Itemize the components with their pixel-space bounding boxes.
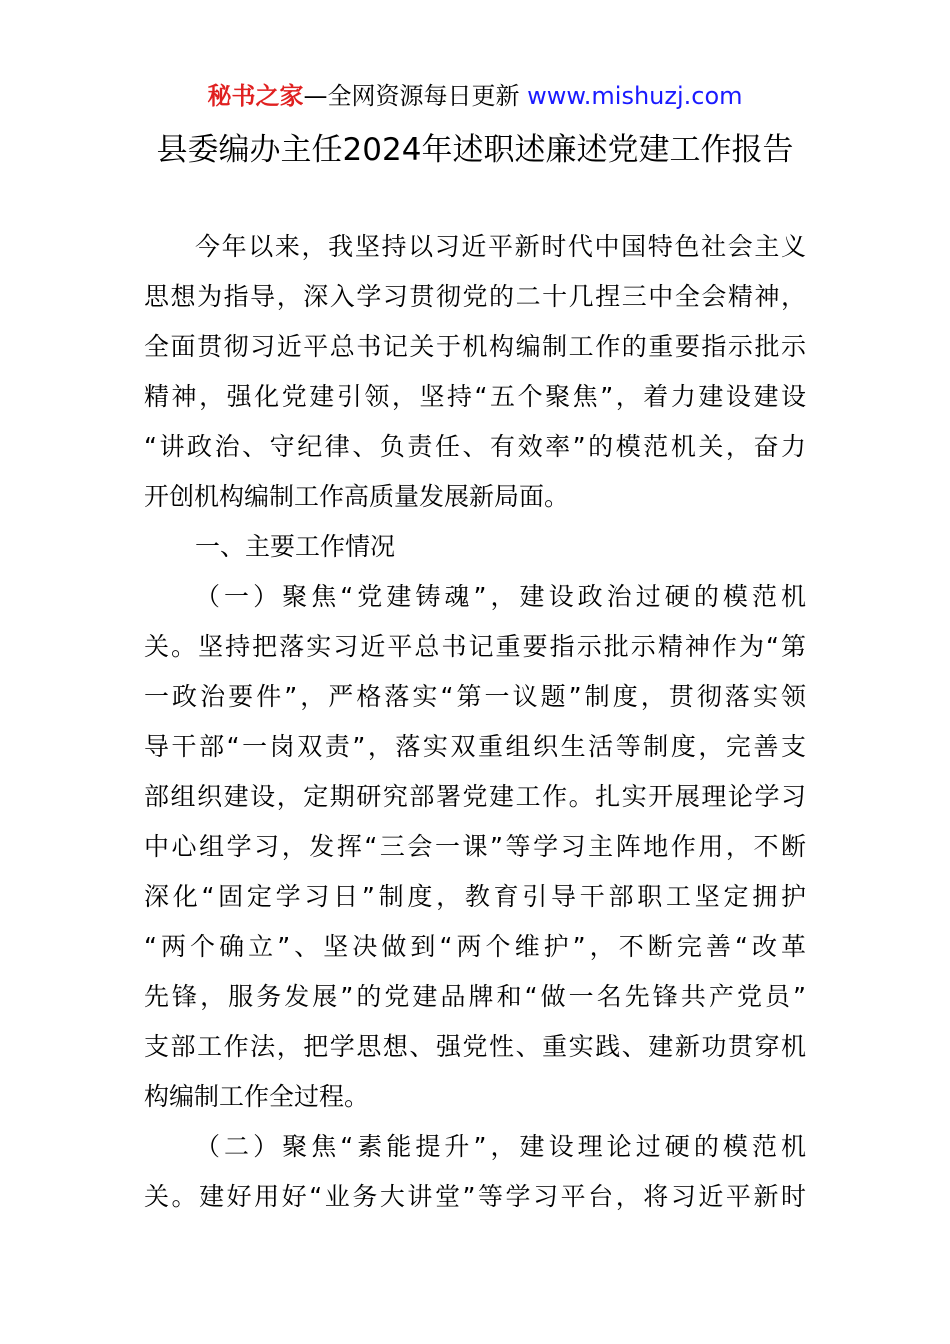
body-text-line: 全面贯彻习近平总书记关于机构编制工作的重要指示批示 [144, 332, 806, 361]
banner-tagline: —全网资源每日更新 [303, 82, 520, 110]
body-text-line: “讲政治、守纪律、负责任、有效率”的模范机关，奋力 [144, 432, 806, 461]
body-text-line: 一、主要工作情况 [195, 532, 396, 561]
document-title: 县委编办主任2024年述职述廉述党建工作报告 [156, 132, 794, 168]
site-url-link[interactable]: www.mishuzj.com [527, 82, 743, 110]
brand-name: 秘书之家 [207, 82, 304, 110]
body-text-line: 导干部“一岗双责”，落实双重组织生活等制度，完善支 [144, 732, 806, 761]
body-text-line: “两个确立”、坚决做到“两个维护”，不断完善“改革 [144, 932, 806, 961]
body-text-line: 关。建好用好“业务大讲堂”等学习平台，将习近平新时 [144, 1182, 806, 1211]
body-text-line: 中心组学习，发挥“三会一课”等学习主阵地作用，不断 [144, 832, 806, 861]
body-text-line: 先锋，服务发展”的党建品牌和“做一名先锋共产党员” [144, 982, 806, 1011]
body-text-line: 开创机构编制工作高质量发展新局面。 [144, 482, 570, 511]
body-text-line: 一政治要件”，严格落实“第一议题”制度，贯彻落实领 [144, 682, 806, 711]
body-text-line: 支部工作法，把学思想、强党性、重实践、建新功贯穿机 [144, 1032, 806, 1061]
body-text-line: 关。坚持把落实习近平总书记重要指示批示精神作为“第 [144, 632, 806, 661]
site-banner [0, 80, 950, 112]
body-text-line: 思想为指导，深入学习贯彻党的二十几捏三中全会精神， [144, 282, 806, 311]
body-text-line: 部组织建设，定期研究部署党建工作。扎实开展理论学习 [144, 782, 806, 811]
document-body [144, 222, 806, 1222]
body-text-line: （二）聚焦“素能提升”，建设理论过硬的模范机 [195, 1132, 806, 1161]
body-text-line: （一）聚焦“党建铸魂”，建设政治过硬的模范机 [195, 582, 806, 611]
body-text-line: 构编制工作全过程。 [144, 1082, 370, 1111]
body-text-line: 今年以来，我坚持以习近平新时代中国特色社会主义 [195, 232, 806, 261]
body-text-line: 深化“固定学习日”制度，教育引导干部职工坚定拥护 [144, 882, 806, 911]
body-text-line: 精神，强化党建引领，坚持“五个聚焦”，着力建设建设 [144, 382, 806, 411]
